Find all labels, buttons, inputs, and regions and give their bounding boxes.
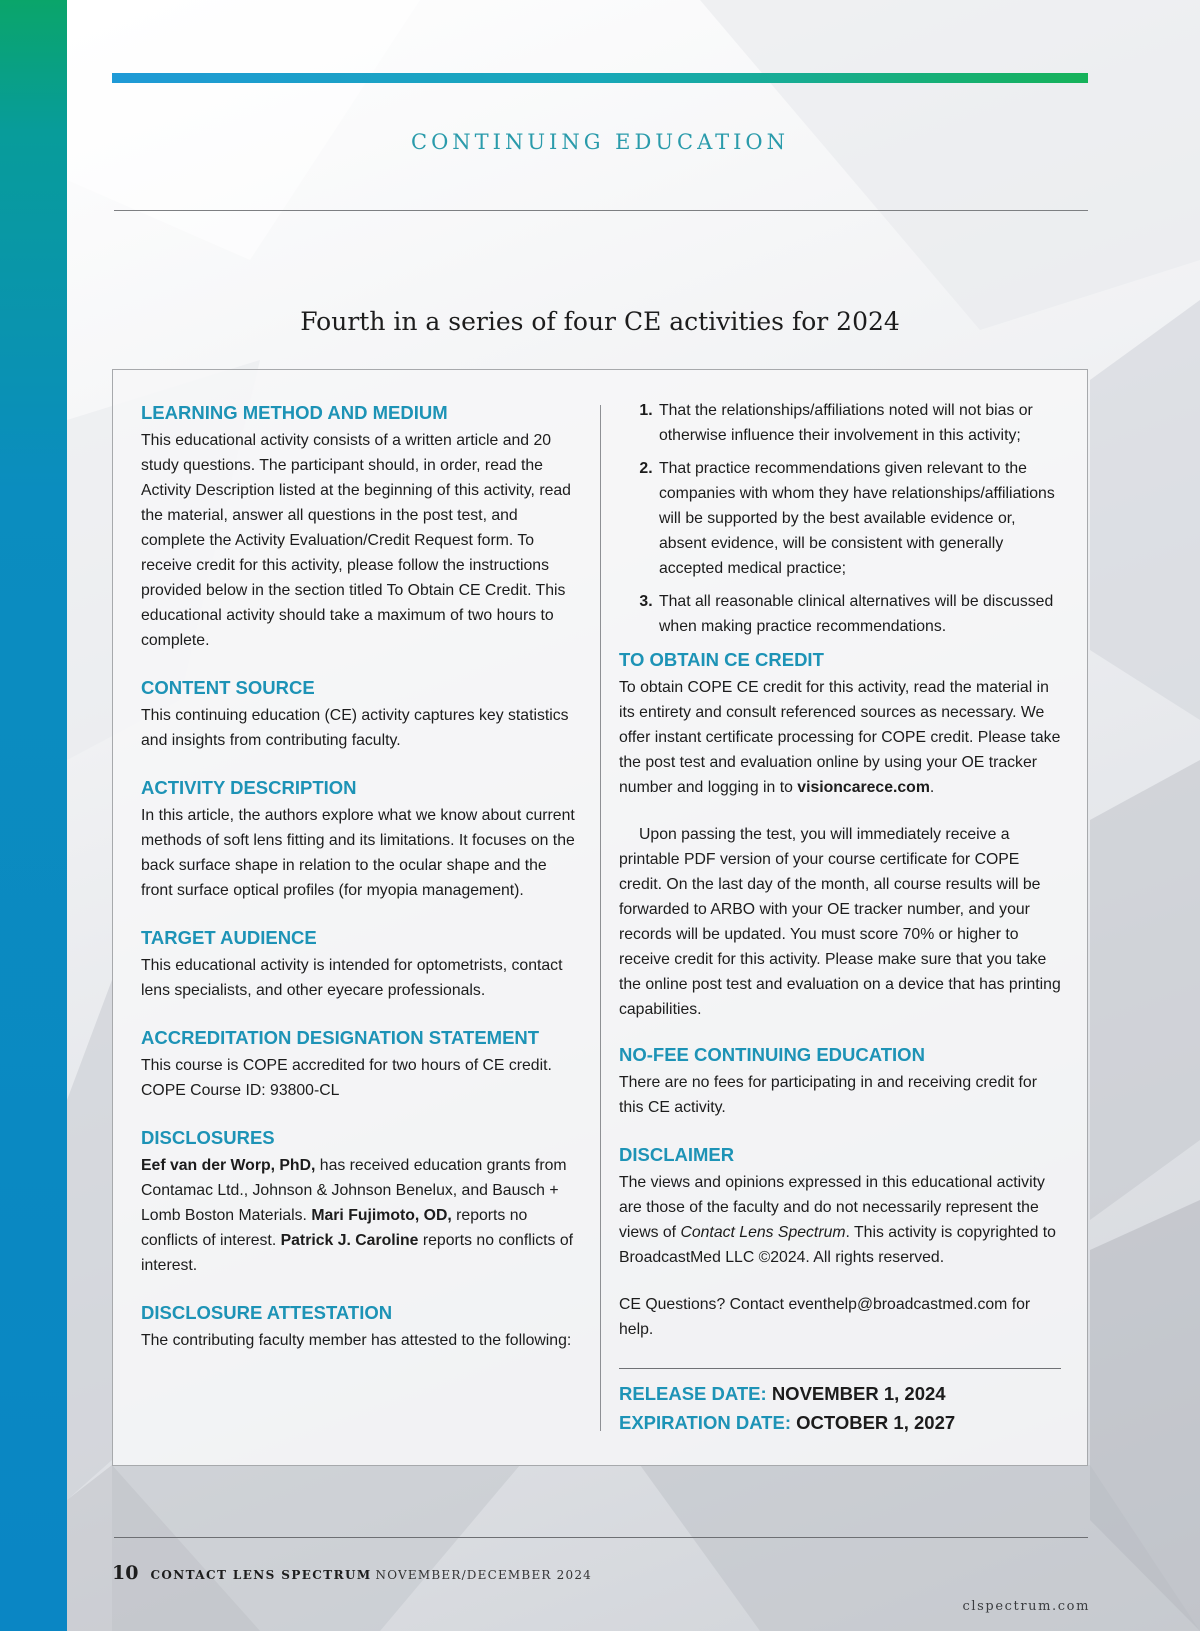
dates-divider — [619, 1368, 1061, 1369]
learning-method-body: This educational activity consists of a written article and 20 study questions. The participant should, in order, read the Activity Description listed at the beginning of this activity, read the material, answer all questions in the post test, and complete the Activity Evaluation/Credit Request form. To receive credit for this activity, please follow the instructions provided below in the section titled To Obtain CE Credit. This educational activity should take a maximum of two hours to complete. — [141, 432, 571, 649]
disclosure-text-2: reports no conflicts of interest. — [141, 1207, 528, 1249]
activity-description-heading: ACTIVITY DESCRIPTION — [141, 777, 357, 798]
footer-divider — [114, 1537, 1088, 1538]
header-divider — [114, 210, 1088, 211]
footer-left — [112, 1562, 592, 1584]
disclosure-text-3: reports no conflicts of interest. — [141, 1232, 573, 1274]
obtain-credit-body-1 — [619, 675, 1061, 800]
attestation-item: 3. That all reasonable clinical alternatives will be discussed when making practice recommendations. — [657, 589, 1061, 639]
release-date-value: NOVEMBER 1, 2024 — [771, 1383, 946, 1404]
period: . — [929, 779, 935, 796]
magazine-name: CONTACT LENS SPECTRUM — [150, 1568, 372, 1582]
website-url[interactable]: clspectrum.com — [962, 1599, 1090, 1614]
column-divider — [600, 405, 601, 1431]
right-column — [619, 398, 1061, 1437]
faculty-name-1: Eef van der Worp, PhD, — [141, 1157, 316, 1174]
issue-date: NOVEMBER/DECEMBER 2024 — [375, 1568, 592, 1582]
learning-method-heading: LEARNING METHOD AND MEDIUM — [141, 402, 448, 423]
ce-questions: CE Questions? Contact eventhelp@broadcastmed.com for help. — [619, 1296, 1031, 1338]
expiration-date-line — [619, 1408, 1061, 1437]
left-color-band — [0, 0, 67, 1631]
visioncarece-link[interactable]: visioncarece.com — [797, 779, 930, 796]
disclosure-text-1: has received education grants from Contamac Ltd., Johnson & Johnson Benelux, and Bausch + Lomb Boston Materials. — [141, 1157, 567, 1224]
activity-description-body: In this article, the authors explore what we know about current methods of soft lens fitting and its limitations. It focuses on the back surface shape in relation to the ocular shape and the front surface optical profiles (for myopia management). — [141, 807, 575, 899]
series-title: Fourth in a series of four CE activities for 2024 — [300, 307, 900, 336]
disclaimer-text-a: The views and opinions expressed in this educational activity are those of the faculty and do not necessarily represent the views of — [619, 1174, 1045, 1241]
release-date-label: RELEASE DATE: — [619, 1383, 767, 1404]
left-column — [141, 400, 581, 1353]
attestation-list — [619, 398, 1061, 639]
attestation-item: 1. That the relationships/affiliations noted will not bias or otherwise influence their involvement in this activity; — [657, 398, 1061, 448]
page-number: 10 — [112, 1562, 139, 1584]
expiration-date-label: EXPIRATION DATE: — [619, 1412, 791, 1433]
top-gradient-rule — [112, 73, 1088, 83]
release-date-line — [619, 1379, 1061, 1408]
obtain-credit-body-2: Upon passing the test, you will immediately receive a printable PDF version of your course certificate for COPE credit. On the last day of the month, all course results will be forwarded to ARBO with your OE tracker number, and your records will be updated. You must score 70% or higher to receive credit for this activity. Please make sure that you take the online post test and evaluation on a device that has printing capabilities. — [619, 826, 1061, 1018]
section-label: CONTINUING EDUCATION — [411, 130, 789, 154]
disclosures-heading: DISCLOSURES — [141, 1127, 275, 1148]
attestation-body: The contributing faculty member has attested to the following: — [141, 1332, 572, 1349]
accreditation-heading: ACCREDITATION DESIGNATION STATEMENT — [141, 1027, 540, 1048]
no-fee-heading: NO-FEE CONTINUING EDUCATION — [619, 1044, 925, 1065]
disclaimer-text-b: . This activity is copyrighted to BroadcastMed LLC ©2024. All rights reserved. — [619, 1224, 1056, 1266]
obtain-credit-heading: TO OBTAIN CE CREDIT — [619, 649, 824, 670]
attestation-heading: DISCLOSURE ATTESTATION — [141, 1302, 393, 1323]
attestation-item: 2. That practice recommendations given relevant to the companies with whom they have relationships/affiliations will be supported by the best available evidence or, absent evidence, will be consistent with generally accepted medical practice; — [657, 456, 1061, 581]
target-audience-body: This educational activity is intended for optometrists, contact lens specialists, and other eyecare professionals. — [141, 957, 563, 999]
accreditation-body — [141, 1053, 581, 1103]
disclaimer-heading: DISCLAIMER — [619, 1144, 735, 1165]
disclaimer-body — [619, 1170, 1061, 1270]
no-fee-body: There are no fees for participating in and receiving credit for this CE activity. — [619, 1074, 1037, 1116]
target-audience-heading: TARGET AUDIENCE — [141, 927, 317, 948]
publication-name: Contact Lens Spectrum — [680, 1224, 846, 1241]
content-source-heading: CONTENT SOURCE — [141, 677, 315, 698]
faculty-name-2: Mari Fujimoto, OD, — [311, 1207, 452, 1224]
course-id: COPE Course ID: 93800-CL — [141, 1082, 340, 1099]
accreditation-line-1: This course is COPE accredited for two hours of CE credit. — [141, 1057, 552, 1074]
expiration-date-value: OCTOBER 1, 2027 — [796, 1412, 956, 1433]
obtain-credit-text: To obtain COPE CE credit for this activity, read the material in its entirety and consult referenced sources as necessary. We offer instant certificate processing for COPE credit. Please take the post test and evaluation online by using your OE tracker number and logging in to — [619, 679, 1061, 796]
disclosures-body — [141, 1153, 581, 1278]
faculty-name-3: Patrick J. Caroline — [280, 1232, 419, 1249]
content-source-body: This continuing education (CE) activity captures key statistics and insights from contributing faculty. — [141, 707, 569, 749]
